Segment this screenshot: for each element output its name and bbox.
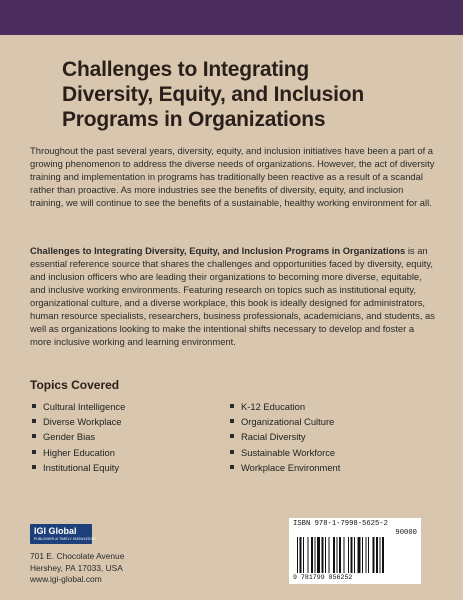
- topic-label: Diverse Workplace: [43, 416, 122, 428]
- price-code: 90000: [395, 529, 417, 537]
- book-title: [62, 57, 442, 132]
- topics-list-right: [228, 399, 340, 475]
- isbn-text: ISBN 978-1-7998-5625-2: [293, 520, 388, 528]
- topic-label: Higher Education: [43, 446, 115, 458]
- description-text: is an essential reference source that shares the challenges and opportunities faced by diversity, equity, and inclusion officers who are leading their organizations to becoming more diverse, equitable, and inclusive working environments. Featuring research on topics such as institutional equity, organizational culture, and a diverse workplace, this book is ideally designed for administrators, human resource specialists, researchers, business professionals, academicians, and students, as well as organizations looking to make the intentional shifts necessary to develop and foster a more inclusive working and learning environment.: [30, 245, 435, 347]
- barcode-number: 9 781799 856252: [293, 574, 353, 581]
- bullet-icon: [230, 450, 234, 454]
- address-street: 701 E. Chocolate Avenue: [30, 551, 125, 561]
- bullet-icon: [230, 404, 234, 408]
- bullet-icon: [32, 404, 36, 408]
- topic-item: [228, 429, 340, 444]
- logo-name: IGI Global: [34, 526, 77, 536]
- bullet-icon: [32, 450, 36, 454]
- topic-item: [228, 445, 340, 460]
- publisher-address: [30, 551, 124, 586]
- publisher-logo: [30, 524, 96, 544]
- topic-label: K-12 Education: [241, 401, 306, 412]
- topic-label: Gender Bias: [43, 431, 96, 443]
- top-color-band: [0, 0, 463, 35]
- topic-item: [30, 399, 125, 414]
- topic-label: Institutional Equity: [43, 461, 120, 473]
- topic-item: [228, 460, 340, 475]
- bullet-icon: [230, 434, 234, 438]
- topic-label: Workplace Environment: [241, 461, 341, 473]
- topics-heading: Topics Covered: [30, 378, 120, 392]
- description-book-title: Challenges to Integrating Diversity, Equity, and Inclusion Programs in Organizations: [30, 245, 406, 256]
- topic-item: [30, 414, 125, 429]
- bullet-icon: [32, 434, 36, 438]
- topic-item: [30, 429, 125, 444]
- title-line-2: Diversity, Equity, and Inclusion: [62, 83, 365, 106]
- topic-item: [228, 399, 340, 414]
- bullet-icon: [230, 465, 234, 469]
- bullet-icon: [32, 465, 36, 469]
- topic-label: Sustainable Workforce: [241, 446, 336, 458]
- logo-tagline: PUBLISHER of TIMELY KNOWLEDGE: [34, 537, 96, 541]
- address-website: www.igi-global.com: [30, 574, 102, 584]
- topic-item: [30, 445, 125, 460]
- intro-paragraph: Throughout the past several years, diversity, equity, and inclusion initiatives have been a part of a growing phenomenon to address the diverse needs of organizations. However, the act of diversity training and implementation in programs has traditionally been reactive as a result of a scandal rather than proactive. As more industries see the benefits of diversity, equity, and inclusion training, we will continue to see the benefits of a sustainable, healthy working environment for all.: [30, 145, 435, 208]
- barcode-box: [289, 518, 421, 584]
- topics-list-left: [30, 399, 125, 475]
- bullet-icon: [230, 419, 234, 423]
- topic-item: [30, 460, 125, 475]
- barcode-icon: [295, 537, 415, 573]
- description-paragraph: [30, 244, 438, 348]
- topic-item: [228, 414, 340, 429]
- topic-label: Racial Diversity: [241, 431, 306, 443]
- title-line-1: Challenges to Integrating: [62, 58, 310, 81]
- address-city: Hershey, PA 17033, USA: [30, 562, 123, 573]
- topic-label: Cultural Intelligence: [43, 401, 126, 412]
- topic-label: Organizational Culture: [241, 416, 335, 428]
- title-line-3: Programs in Organizations: [62, 108, 326, 131]
- bullet-icon: [32, 419, 36, 423]
